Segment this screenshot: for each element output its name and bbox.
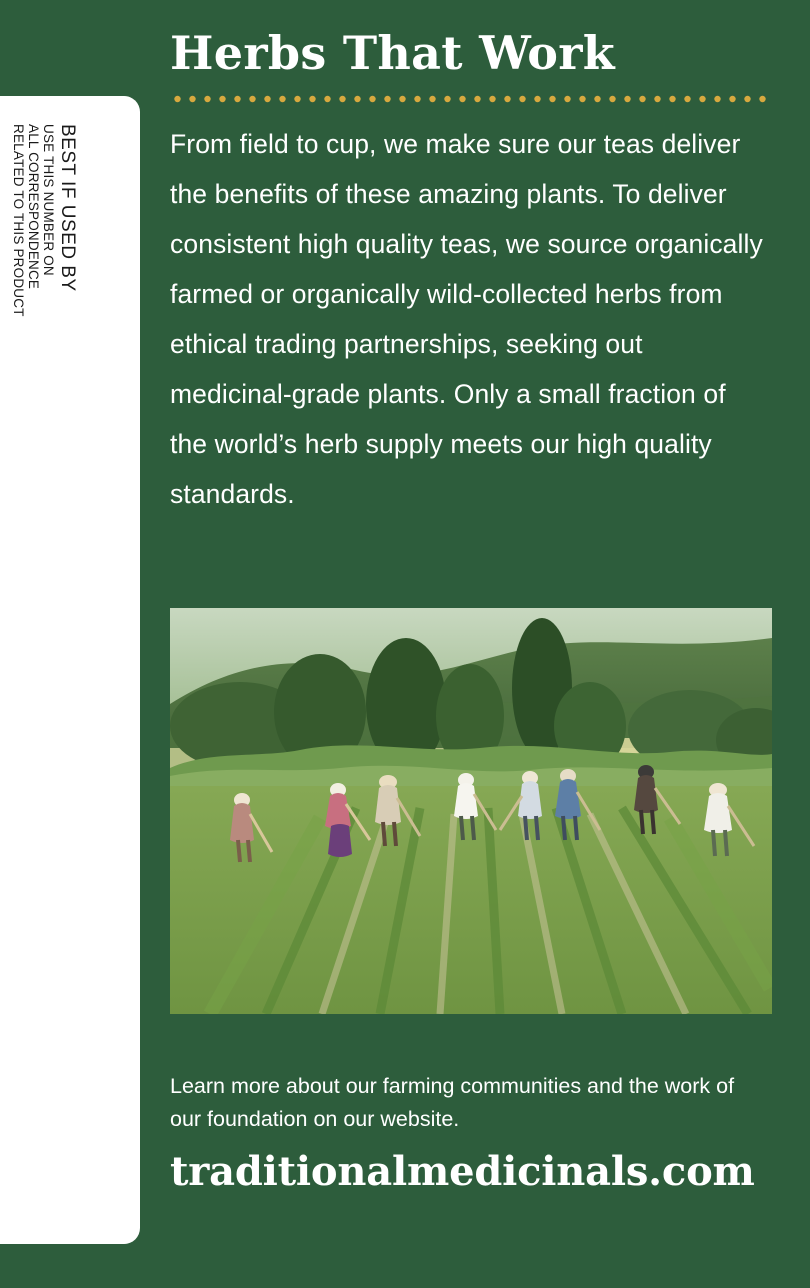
- footer-block: [170, 1070, 774, 1195]
- farm-photo: [170, 608, 772, 1014]
- side-tab-text-group: [0, 96, 140, 1244]
- best-if-used-by-heading-wrap: [56, 124, 78, 292]
- best-if-used-by-heading: BEST IF USED BY: [57, 124, 78, 292]
- side-tab-fineprint-line-3: RELATED TO THIS PRODUCT: [11, 124, 26, 317]
- side-tab-fineprint-line-2: ALL CORRESPONDENCE: [26, 124, 41, 290]
- body-paragraph: From field to cup, we make sure our teas deliver the benefits of these amazing plants. To deliver consistent high quality teas, we source organically farmed or organically wild-collected herbs from ethical trading partnerships, seeking out medicinal-grade plants. Only a small fraction of the world’s herb supply meets our high quality standards.: [170, 128, 763, 509]
- side-tab-fineprint-line-1: USE THIS NUMBER ON: [41, 124, 56, 276]
- footer-text: Learn more about our farming communities and the work of our foundation on our website.: [170, 1074, 735, 1131]
- best-if-used-by-tab: [0, 96, 140, 1244]
- side-tab-fineprint: [11, 124, 56, 317]
- page-title: Herbs That Work: [170, 26, 615, 80]
- dotted-divider: [170, 95, 770, 103]
- website-url[interactable]: traditionalmedicinals.com: [170, 1148, 755, 1195]
- content-column: [170, 0, 774, 1288]
